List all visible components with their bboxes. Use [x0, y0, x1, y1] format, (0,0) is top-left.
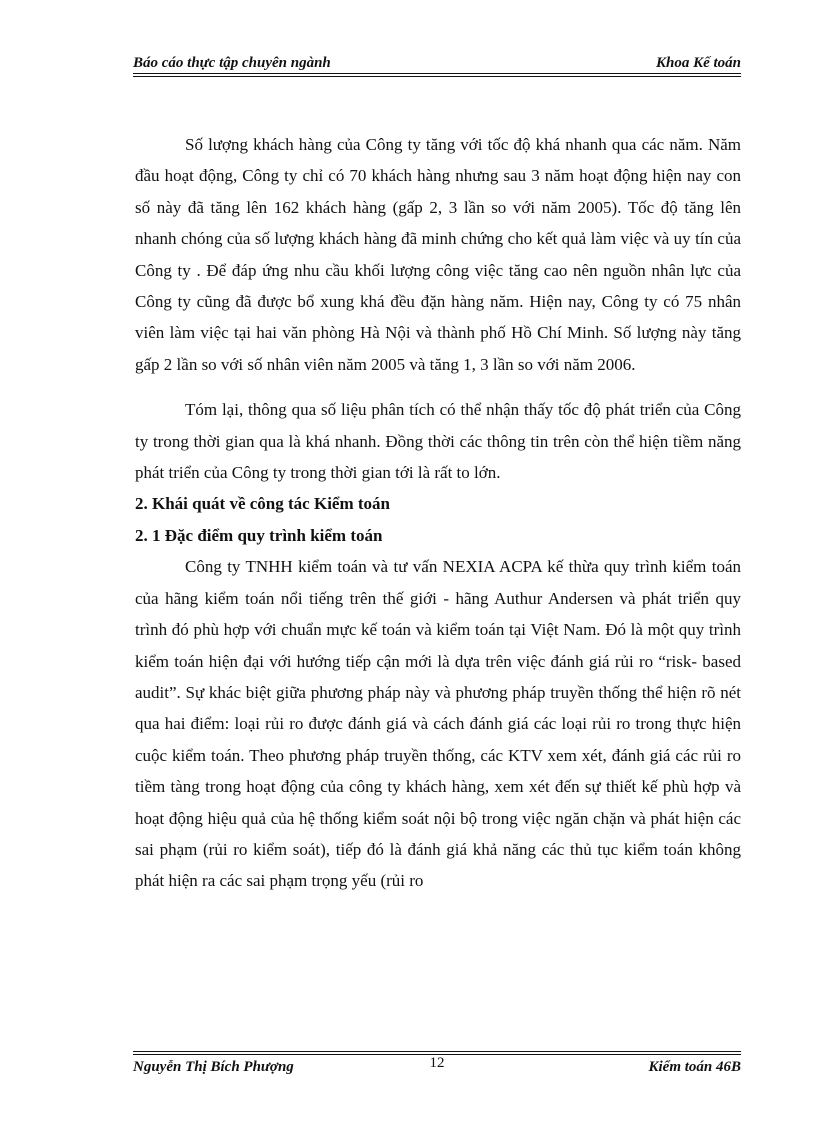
- paragraph-customer-growth: Số lượng khách hàng của Công ty tăng với tốc độ khá nhanh qua các năm. Năm đầu hoạt động, Công ty chỉ có 70 khách hàng nhưng sau 3 năm hoạt động hiện nay con số này đã tăng lên 162 khách hàng (gấp 2, 3 lần so với năm 2005). Tốc độ tăng lên nhanh chóng của số lượng khách hàng đã minh chứng cho kết quả làm việc và uy tín của Công ty . Để đáp ứng nhu cầu khối lượng công việc tăng cao nên nguồn nhân lực của Công ty cũng đã được bổ xung khá đều đặn hàng năm. Hiện nay, Công ty có 75 nhân viên làm việc tại hai văn phòng Hà Nội và thành phố Hồ Chí Minh. Số lượng này tăng gấp 2 lần so với số nhân viên năm 2005 và tăng 1, 3 lần so với năm 2006.: [135, 135, 741, 374]
- header-report-title: Báo cáo thực tập chuyên ngành: [133, 55, 331, 71]
- page-footer: [133, 1057, 741, 1081]
- page-number: 12: [429, 1055, 445, 1071]
- header-department: Khoa Kế toán: [655, 55, 741, 71]
- paragraph-summary: Tóm lại, thông qua số liệu phân tích có thể nhận thấy tốc độ phát triển của Công ty trong thời gian qua là khá nhanh. Đồng thời các thông tin trên còn thể hiện tiềm năng phát triển của Công ty trong thời gian tới là rất to lớn.: [135, 400, 741, 483]
- header-rule-top: [133, 73, 741, 74]
- document-body: [135, 129, 741, 897]
- page-header: [133, 48, 741, 72]
- footer-class: Kiểm toán 46B: [648, 1059, 741, 1075]
- header-rule-bottom: [133, 76, 741, 77]
- section-heading: 2. Khái quát về công tác Kiểm toán: [135, 494, 390, 514]
- subsection-heading: 2. 1 Đặc điểm quy trình kiểm toán: [135, 525, 383, 545]
- footer-rule-top: [133, 1051, 741, 1052]
- footer-author: Nguyễn Thị Bích Phượng: [133, 1059, 294, 1075]
- paragraph-audit-process: Công ty TNHH kiểm toán và tư vấn NEXIA ACPA kế thừa quy trình kiểm toán của hãng kiểm toán nổi tiếng trên thế giới - hãng Authur Andersen và phát triển quy trình đó phù hợp với chuẩn mực kế toán và kiểm toán tại Việt Nam. Đó là một quy trình kiểm toán hiện đại với hướng tiếp cận mới là dựa trên việc đánh giá rủi ro “risk- based audit”. Sự khác biệt giữa phương pháp này và phương pháp truyền thống thể hiện rõ nét qua hai điểm: loại rủi ro được đánh giá và cách đánh giá các loại rủi ro trong thực hiện cuộc kiểm toán. Theo phương pháp truyền thống, các KTV xem xét, đánh giá các rủi ro tiềm tàng trong hoạt động của công ty khách hàng, xem xét đến sự thiết kế phù hợp và hoạt động hiệu quả của hệ thống kiểm soát nội bộ trong việc ngăn chặn và phát hiện các sai phạm (rủi ro kiểm soát), tiếp đó là đánh giá khả năng các thủ tục kiểm toán không phát hiện ra các sai phạm trọng yếu (rủi ro: [135, 557, 741, 891]
